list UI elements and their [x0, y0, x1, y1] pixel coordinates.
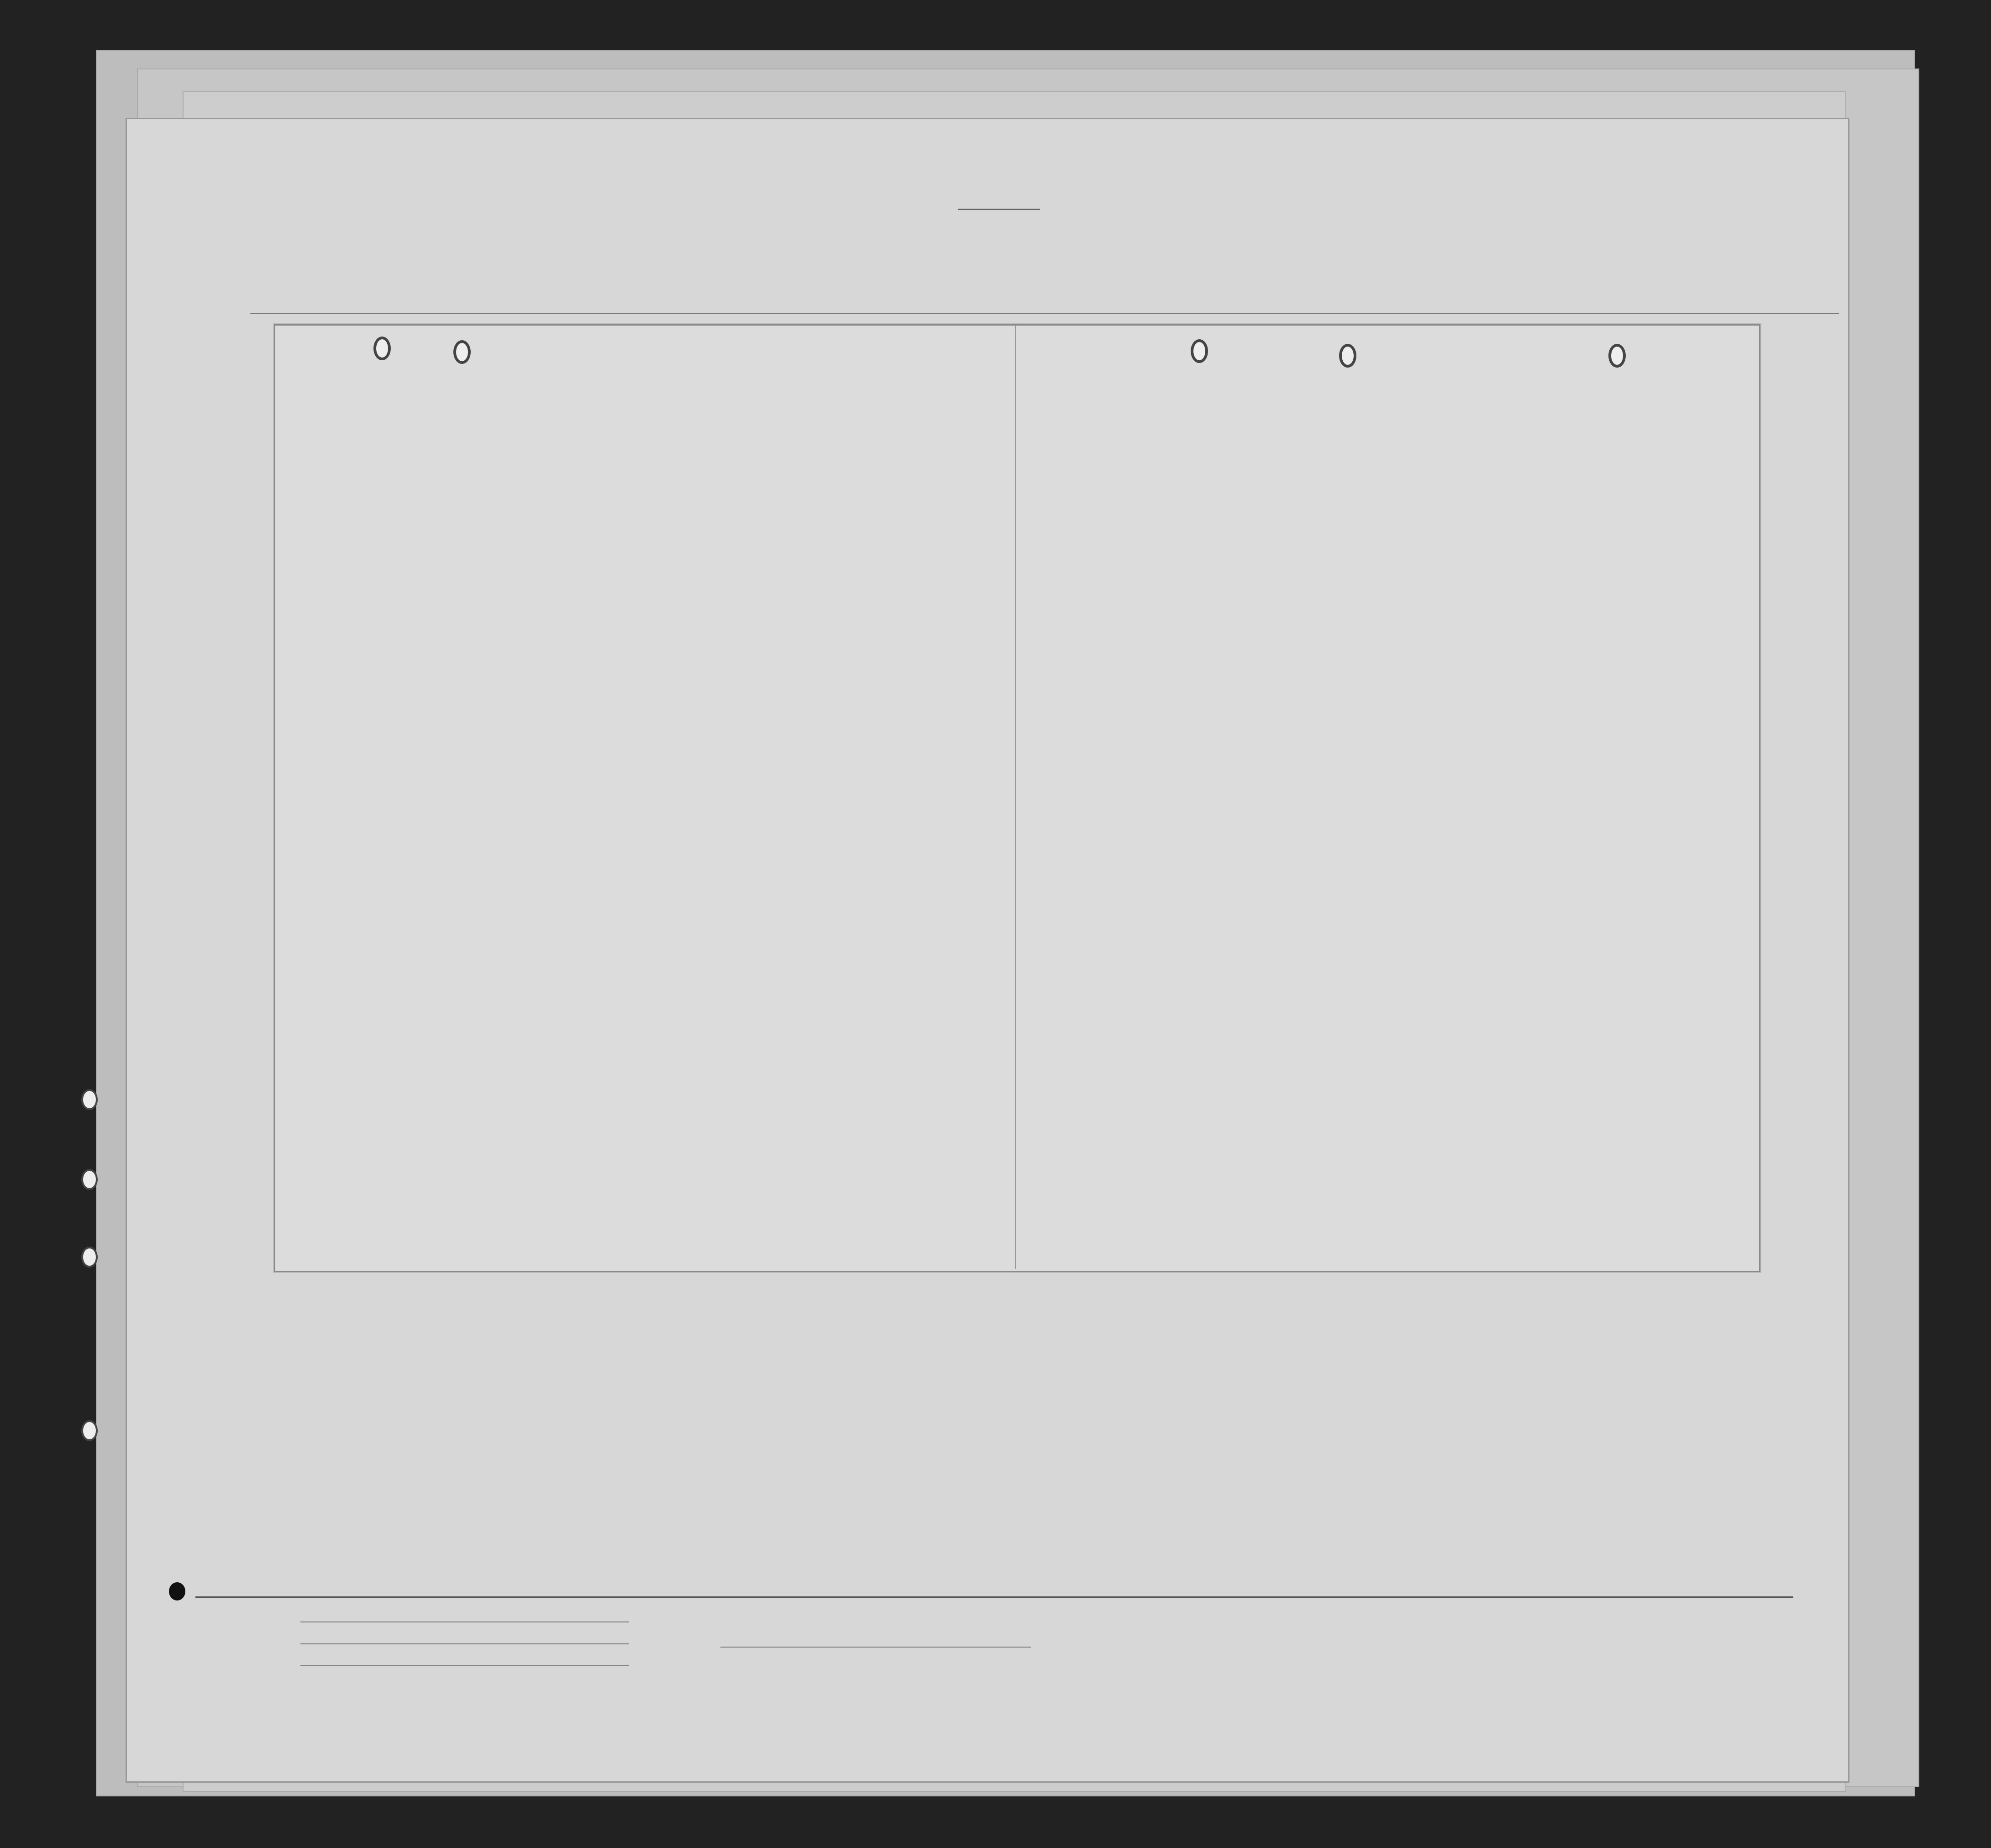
binder-hole-dark [169, 1582, 185, 1601]
overlay-form [274, 324, 1760, 1272]
binder-hole [81, 1247, 98, 1268]
binder-hole [81, 1089, 98, 1110]
footer-line-2 [300, 1643, 629, 1644]
punch-hole [1191, 339, 1208, 363]
punch-hole [1339, 344, 1356, 368]
signature-line [720, 1647, 1031, 1648]
title-rule [958, 209, 1040, 210]
binder-hole [81, 1420, 98, 1441]
punch-hole [453, 340, 471, 364]
footer-rule [195, 1596, 1793, 1598]
fold-line [1015, 326, 1016, 1269]
punch-hole [1608, 344, 1626, 368]
binder-hole [81, 1169, 98, 1190]
footer-line-3 [300, 1665, 629, 1666]
voyage-rule [250, 313, 1839, 314]
punch-hole [373, 337, 391, 360]
